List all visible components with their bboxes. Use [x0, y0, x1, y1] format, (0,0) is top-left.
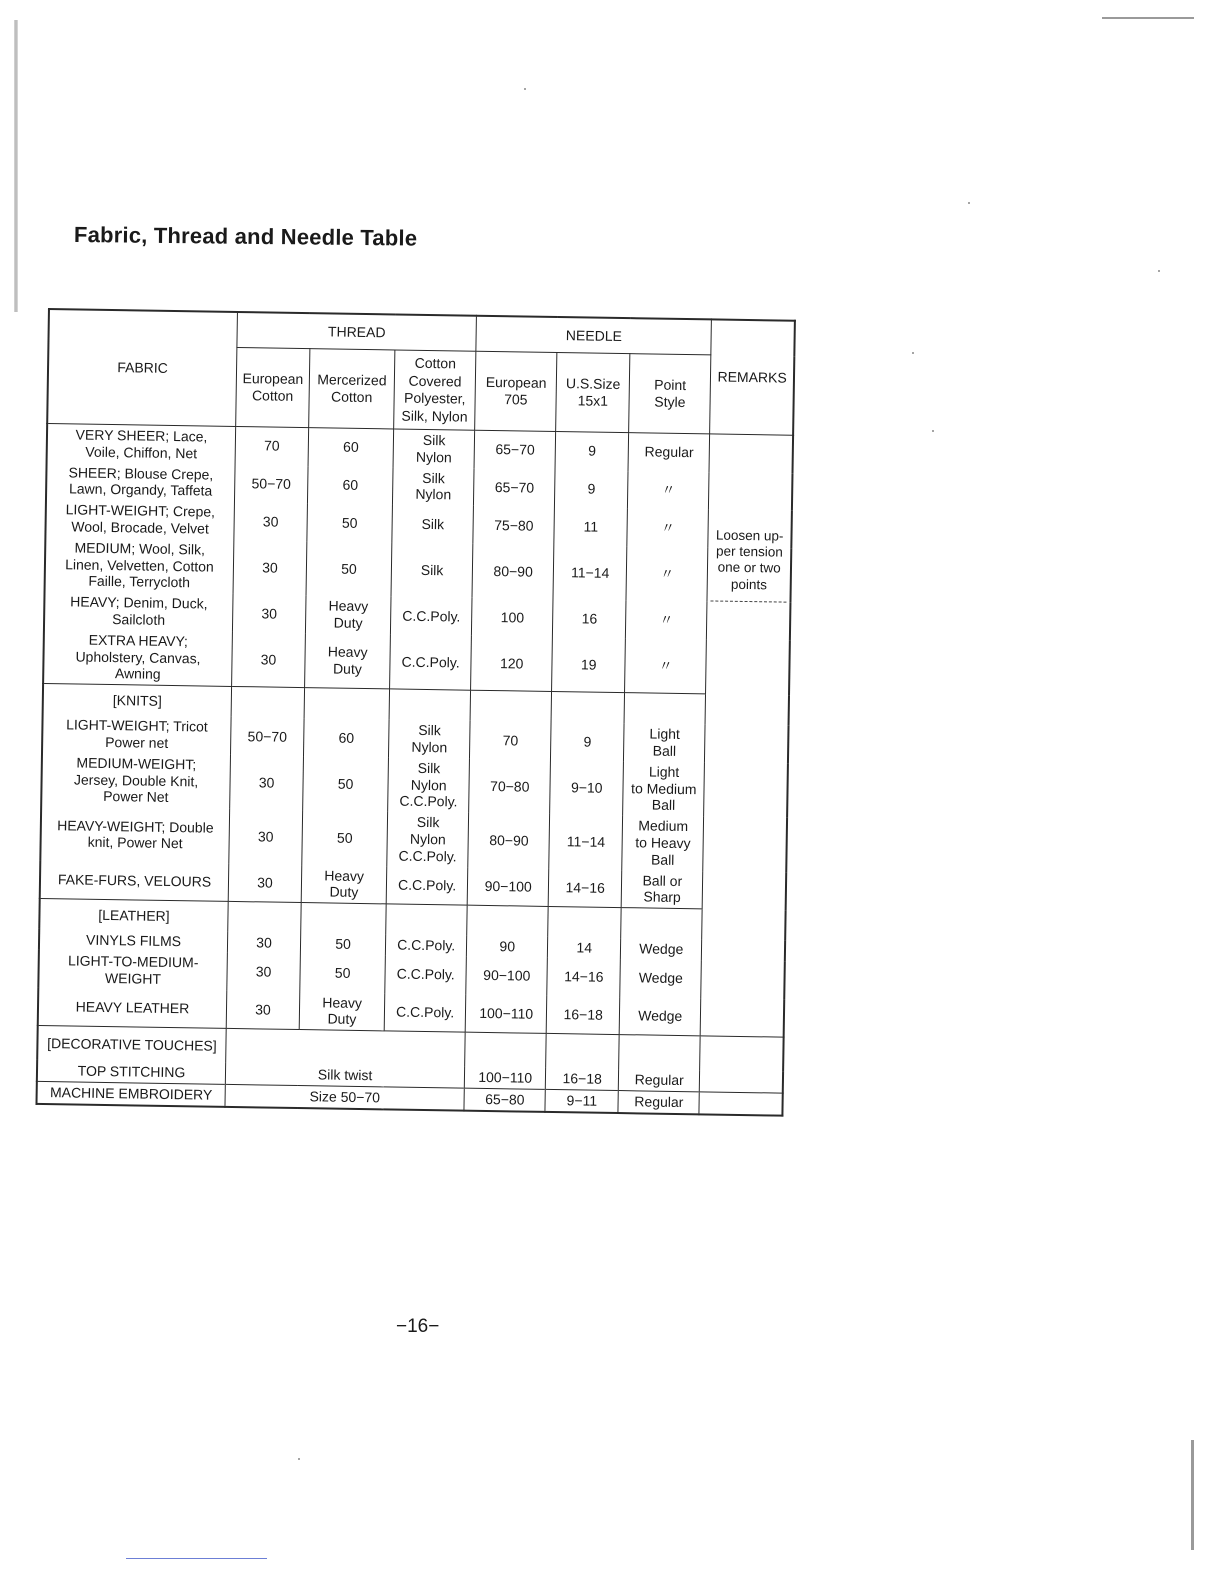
- european-cotton-cell: [231, 717, 305, 756]
- value-line: 14: [576, 939, 593, 956]
- empty-cell: [470, 690, 552, 722]
- value-line: Ball: [652, 742, 677, 759]
- point-style-cell: [627, 508, 709, 547]
- mercerized-cotton-cell: [301, 865, 387, 904]
- header-line: Cotton: [251, 387, 294, 404]
- empty-cell: [546, 1034, 620, 1070]
- needle-european-cell: [468, 813, 550, 869]
- scan-edge-right: [1191, 1440, 1194, 1550]
- empty-cell: [226, 1028, 466, 1066]
- value-line: Wedge: [639, 940, 684, 958]
- us-size-cell: [553, 545, 627, 601]
- header-line: U.S.Size: [565, 374, 621, 392]
- value-line: 11−14: [566, 833, 606, 850]
- value-line: C.C.Poly.: [397, 876, 457, 894]
- value-line: 19: [580, 655, 597, 673]
- header-line: Cotton: [330, 388, 373, 406]
- cotton-covered-cell: [392, 505, 474, 544]
- us-size-cell: [550, 760, 624, 816]
- value-line: Silk: [420, 561, 444, 578]
- value-line: Duty: [333, 614, 363, 631]
- mercerized-cotton-cell: [302, 810, 388, 866]
- point-style-cell: [624, 723, 706, 762]
- cotton-covered-cell: [393, 429, 475, 468]
- fabric-cell: [45, 499, 234, 540]
- value-line: Ball: [651, 796, 676, 814]
- header-thread-col-2: [394, 350, 476, 430]
- fabric-line: Awning: [114, 665, 161, 683]
- header-thread-col-0: [236, 347, 310, 427]
- remarks-cell-empty: [700, 1070, 783, 1093]
- table-body: [37, 424, 794, 1116]
- table-container: [35, 308, 795, 1116]
- value-line: 16−18: [563, 1006, 604, 1023]
- empty-cell: [389, 689, 471, 721]
- needle-european-cell: [473, 506, 555, 545]
- european-cotton-cell: [226, 990, 300, 1029]
- value-line: C.C.Poly.: [397, 936, 456, 954]
- fabric-line: SHEER; Blouse Crepe,: [68, 463, 214, 483]
- scan-artifact-bottom: [126, 1558, 267, 1559]
- value-line: 50−70: [251, 475, 292, 492]
- value-line: 90−100: [484, 877, 532, 895]
- header-thread: THREAD: [237, 312, 477, 351]
- header-line: Covered: [408, 372, 462, 390]
- point-style-cell: [628, 433, 710, 472]
- fabric-line: MEDIUM-WEIGHT;: [76, 754, 197, 773]
- value-line: 14−16: [565, 879, 606, 896]
- us-size-cell: [555, 470, 629, 509]
- fabric-line: HEAVY LEATHER: [75, 998, 190, 1017]
- value-line: 70: [502, 731, 519, 748]
- us-size-cell: [551, 722, 625, 761]
- remark-line: one or two: [717, 559, 781, 576]
- header-needle: NEEDLE: [476, 316, 712, 355]
- cotton-covered-cell: [388, 757, 470, 813]
- value-line: Sharp: [643, 888, 681, 906]
- mercerized-cotton-cell: [308, 428, 394, 467]
- header-line: European: [485, 373, 547, 391]
- value-line: C.C.Poly.: [401, 653, 460, 671]
- needle-european-cell: 65−80: [464, 1088, 545, 1112]
- value-line: 30: [262, 512, 279, 530]
- scan-speck: [932, 430, 934, 432]
- value-line: 〃: [661, 481, 676, 498]
- needle-european-cell: [472, 543, 554, 599]
- value-line: 30: [262, 558, 278, 576]
- fabric-line: EXTRA HEAVY;: [88, 631, 189, 650]
- value-line: 30: [257, 828, 274, 845]
- empty-cell: [619, 1035, 701, 1071]
- value-line: Nylon: [411, 738, 448, 756]
- cotton-covered-cell: [391, 542, 473, 598]
- european-cotton-cell: [233, 540, 307, 596]
- value-line: 75−80: [494, 516, 534, 534]
- mercerized-cotton-cell: [303, 756, 389, 812]
- value-line: 30: [258, 773, 275, 791]
- european-cotton-cell: [227, 932, 300, 954]
- european-cotton-cell: [227, 953, 301, 992]
- value-line: C.C.Poly.: [399, 792, 458, 810]
- us-size-cell: [554, 507, 628, 546]
- remarks-cell-empty: [700, 909, 785, 1037]
- us-size-cell: [552, 637, 626, 693]
- mercerized-cotton-cell: [299, 992, 385, 1031]
- european-cotton-cell: [229, 809, 303, 865]
- cotton-covered-cell: [386, 866, 468, 905]
- value-line: Duty: [329, 883, 359, 901]
- needle-european-cell: [467, 936, 548, 958]
- fabric-cell: [38, 950, 227, 991]
- fabric-cell: [39, 929, 228, 953]
- value-line: Silk: [421, 515, 445, 532]
- value-line: Ball: [650, 851, 675, 868]
- scan-speck: [1158, 270, 1160, 272]
- us-size-cell: [549, 814, 623, 870]
- remarks-cell: [706, 434, 793, 695]
- value-line: 60: [342, 439, 359, 456]
- value-line: Duty: [327, 1010, 357, 1028]
- value-line: Nylon: [415, 486, 452, 503]
- point-style-cell: [619, 997, 701, 1036]
- value-line: 9: [587, 480, 596, 497]
- value-line: 30: [257, 874, 273, 891]
- value-line: Medium: [638, 817, 689, 835]
- cotton-covered-cell: [385, 955, 467, 994]
- fabric-line: Lawn, Organdy, Taffeta: [68, 480, 213, 499]
- mercerized-cotton-cell: [307, 466, 393, 505]
- empty-cell: [228, 902, 301, 934]
- us-size-cell: 16−18: [546, 1068, 619, 1090]
- us-size-cell: [546, 995, 620, 1034]
- scan-speck: [524, 88, 526, 90]
- cotton-covered-cell: [390, 634, 472, 690]
- fabric-line: Wool, Brocade, Velvet: [71, 518, 209, 537]
- empty-cell: [465, 1032, 547, 1068]
- page-number: −16−: [396, 1316, 440, 1337]
- value-line: Light: [649, 725, 680, 743]
- header-thread-col-1: [309, 349, 395, 429]
- us-size-cell: [548, 937, 621, 959]
- point-style-cell: [626, 546, 708, 602]
- point-style-cell: Regular: [619, 1069, 700, 1092]
- european-cotton-cell: [234, 465, 308, 504]
- value-line: 〃: [658, 657, 673, 674]
- fabric-line: Linen, Velvetten, Cotton: [65, 555, 214, 575]
- point-style-cell: Regular: [618, 1090, 699, 1114]
- value-line: Wedge: [638, 1007, 683, 1024]
- fabric-cell: [40, 806, 229, 863]
- scan-edge-left: [14, 20, 18, 312]
- value-line: 11−14: [570, 563, 610, 581]
- needle-european-cell: [470, 721, 552, 760]
- cotton-covered-cell: [385, 935, 466, 957]
- header-line: Point: [654, 376, 687, 393]
- value-line: 50: [335, 935, 352, 952]
- value-line: C.C.Poly.: [396, 965, 455, 983]
- value-line: Nylon: [409, 830, 446, 848]
- mercerized-cotton-cell: [306, 541, 392, 597]
- empty-cell: [467, 905, 549, 937]
- value-line: 50−70: [247, 727, 288, 745]
- value-line: 50: [341, 560, 357, 577]
- value-line: 90: [499, 938, 516, 955]
- cotton-covered-cell: [393, 467, 475, 506]
- remark-text: [711, 527, 788, 602]
- remark-line: Loosen up-: [715, 527, 784, 544]
- us-size-cell: 9−11: [545, 1089, 618, 1112]
- value-line: Silk: [418, 722, 441, 739]
- fabric-cell: [46, 462, 235, 503]
- value-line: 60: [342, 476, 359, 493]
- remark-line: per tension: [715, 543, 783, 560]
- fabric-line: Upholstery, Canvas,: [75, 648, 201, 667]
- value-line: 100: [500, 608, 525, 626]
- mercerized-cotton-cell: [300, 933, 385, 955]
- fabric-line: WEIGHT: [104, 969, 162, 987]
- header-needle-col-2: [629, 354, 711, 434]
- value-line: Silk: [422, 469, 445, 486]
- fabric-line: FAKE-FURS, VELOURS: [57, 871, 212, 890]
- value-line: Heavy: [324, 866, 365, 884]
- cotton-covered-cell: [391, 597, 473, 636]
- value-line: 120: [499, 654, 524, 672]
- value-line: 30: [256, 934, 272, 951]
- value-line: Heavy: [322, 993, 363, 1011]
- value-line: 9−10: [570, 778, 603, 796]
- header-line: Silk, Nylon: [401, 407, 468, 425]
- value-line: to Medium: [631, 779, 697, 797]
- value-line: 50: [336, 829, 353, 846]
- value-line: Silk: [422, 431, 446, 449]
- mercerized-cotton-cell: [305, 595, 391, 634]
- value-line: C.C.Poly.: [395, 1003, 455, 1021]
- cotton-covered-cell: [389, 720, 471, 759]
- mercerized-cotton-cell: [300, 954, 386, 993]
- fabric-line: knit, Power Net: [87, 834, 183, 852]
- value-line: 80−90: [493, 562, 533, 580]
- value-line: 70: [263, 437, 280, 455]
- header-needle-col-1: [556, 353, 630, 433]
- value-line: to Heavy: [635, 834, 691, 852]
- empty-cell: [304, 688, 390, 720]
- value-line: Regular: [644, 443, 694, 461]
- fabric-thread-needle-table: [35, 308, 795, 1116]
- decorative-section-label: [DECORATIVE TOUCHES]: [37, 1026, 226, 1063]
- fabric-line: MEDIUM; Wool, Silk,: [74, 539, 206, 558]
- empty-cell: [624, 693, 706, 725]
- remarks-cell-empty: [702, 694, 789, 910]
- value-line: Heavy: [328, 597, 369, 615]
- fabric-cell: [42, 714, 231, 755]
- value-line: Silk: [416, 813, 440, 831]
- header-line: Cotton: [414, 354, 457, 372]
- needle-european-cell: [467, 867, 549, 906]
- value-line: 11: [583, 518, 599, 535]
- point-style-cell: [625, 638, 707, 694]
- value-line: 30: [255, 963, 272, 980]
- european-cotton-cell: [234, 502, 308, 541]
- fabric-line: Faille, Terrycloth: [88, 573, 191, 591]
- european-cotton-cell: [232, 594, 306, 633]
- european-cotton-cell: [230, 755, 304, 811]
- us-size-cell: [555, 431, 629, 470]
- value-line: 〃: [659, 611, 674, 628]
- value-line: 90−100: [483, 967, 531, 984]
- fabric-cell: [47, 424, 236, 465]
- point-style-cell: [622, 815, 704, 871]
- value-line: 65−70: [494, 479, 535, 496]
- fabric-line: HEAVY; Denim, Duck,: [70, 593, 208, 612]
- us-size-cell: [553, 599, 627, 638]
- fabric-line: VINYLS FILMS: [86, 931, 182, 950]
- point-style-cell: [623, 761, 705, 817]
- header-needle-col-0: [475, 351, 557, 431]
- value-line: Silk: [417, 759, 441, 776]
- knits-section-label: [KNITS]: [43, 684, 232, 717]
- empty-cell: [301, 903, 387, 935]
- scan-speck: [912, 352, 914, 354]
- value-line: 〃: [660, 519, 676, 536]
- value-line: 〃: [660, 565, 675, 582]
- fabric-line: Power Net: [103, 788, 169, 806]
- header-fabric: FABRIC: [47, 309, 237, 426]
- scan-speck: [968, 202, 970, 204]
- empty-cell: [231, 687, 304, 719]
- header-line: 705: [504, 391, 528, 408]
- empty-cell: [386, 904, 468, 936]
- point-style-cell: [620, 959, 702, 998]
- header-line: Mercerized: [317, 370, 387, 388]
- value-line: 30: [261, 604, 278, 622]
- fabric-line: LIGHT-TO-MEDIUM-: [67, 952, 199, 971]
- fabric-line: Sailcloth: [112, 611, 166, 628]
- fabric-cell: TOP STITCHING: [37, 1060, 226, 1084]
- value-line: 16: [581, 609, 598, 627]
- empty-cell: [700, 1036, 784, 1072]
- fabric-line: HEAVY-WEIGHT; Double: [57, 816, 214, 836]
- value-line: 65−70: [495, 441, 535, 459]
- value-line: 50: [341, 514, 358, 531]
- value-line: 60: [338, 729, 355, 746]
- header-remarks: REMARKS: [710, 319, 795, 435]
- value-line: C.C.Poly.: [398, 847, 457, 865]
- fabric-line: Power net: [105, 733, 169, 751]
- point-style-cell: [621, 870, 703, 909]
- value-line: Duty: [332, 660, 362, 677]
- value-line: 50: [337, 775, 354, 792]
- value-line: 9: [583, 733, 592, 750]
- us-size-cell: [547, 958, 621, 997]
- empty-cell: [621, 908, 703, 940]
- fabric-line: Jersey, Double Knit,: [73, 771, 199, 789]
- value-line: Nylon: [415, 448, 452, 466]
- fabric-cell: [43, 629, 232, 687]
- european-cotton-cell: [235, 426, 309, 465]
- header-line: 15x1: [577, 392, 609, 409]
- point-style-cell: [626, 600, 708, 639]
- mercerized-cotton-cell: [303, 718, 389, 757]
- value-line: Wedge: [638, 969, 684, 987]
- thread-span-cell: Size 50−70: [225, 1084, 465, 1110]
- fabric-cell: MACHINE EMBROIDERY: [37, 1081, 226, 1106]
- fabric-cell: [38, 987, 227, 1028]
- value-line: 30: [255, 1001, 271, 1018]
- fabric-line: LIGHT-WEIGHT; Tricot: [66, 716, 208, 735]
- cotton-covered-cell: [387, 812, 469, 868]
- needle-european-cell: [465, 994, 547, 1033]
- needle-european-cell: [474, 430, 556, 469]
- remarks-cell-empty: [699, 1092, 783, 1116]
- needle-european-cell: [469, 758, 551, 814]
- value-line: Light: [648, 763, 680, 780]
- european-cotton-cell: [232, 632, 306, 688]
- scan-artifact-top: [1102, 17, 1194, 19]
- fabric-cell: [41, 752, 230, 809]
- empty-cell: [551, 692, 624, 724]
- leather-section-label: [LEATHER]: [39, 899, 228, 932]
- value-line: 9: [588, 442, 597, 460]
- value-line: Ball or: [642, 871, 683, 889]
- page-title: Fabric, Thread and Needle Table: [73, 222, 418, 251]
- value-line: C.C.Poly.: [402, 607, 461, 625]
- needle-european-cell: [466, 957, 548, 996]
- needle-european-cell: 100−110: [465, 1067, 546, 1090]
- value-line: 14−16: [564, 968, 604, 986]
- value-line: Nylon: [410, 776, 447, 793]
- needle-european-cell: [474, 468, 556, 507]
- fabric-cell: [40, 860, 229, 901]
- value-line: 50: [334, 964, 351, 982]
- fabric-line: LIGHT-WEIGHT; Crepe,: [65, 501, 216, 520]
- fabric-cell: [44, 591, 233, 632]
- scan-speck: [298, 1458, 300, 1460]
- cotton-covered-cell: [384, 993, 466, 1032]
- value-line: 70−80: [490, 777, 530, 795]
- value-line: 80−90: [489, 831, 529, 849]
- point-style-cell: [621, 938, 702, 960]
- header-line: Style: [654, 393, 686, 411]
- mercerized-cotton-cell: [307, 503, 393, 542]
- fabric-cell: [45, 537, 234, 594]
- empty-cell: [548, 907, 621, 939]
- value-line: 100−110: [479, 1004, 534, 1022]
- fabric-line: Voile, Chiffon, Net: [85, 443, 198, 462]
- remark-line: points: [730, 576, 768, 592]
- thread-span-cell: Silk twist: [225, 1063, 464, 1088]
- mercerized-cotton-cell: [305, 633, 391, 689]
- needle-european-cell: [471, 635, 553, 691]
- fabric-line: VERY SHEER; Lace,: [75, 426, 208, 445]
- header-line: European: [242, 369, 304, 387]
- value-line: Heavy: [327, 643, 368, 661]
- european-cotton-cell: [228, 863, 302, 902]
- header-line: Polyester,: [403, 389, 466, 407]
- value-line: 30: [260, 650, 277, 668]
- us-size-cell: [548, 868, 622, 907]
- point-style-cell: [628, 471, 710, 510]
- needle-european-cell: [472, 598, 554, 637]
